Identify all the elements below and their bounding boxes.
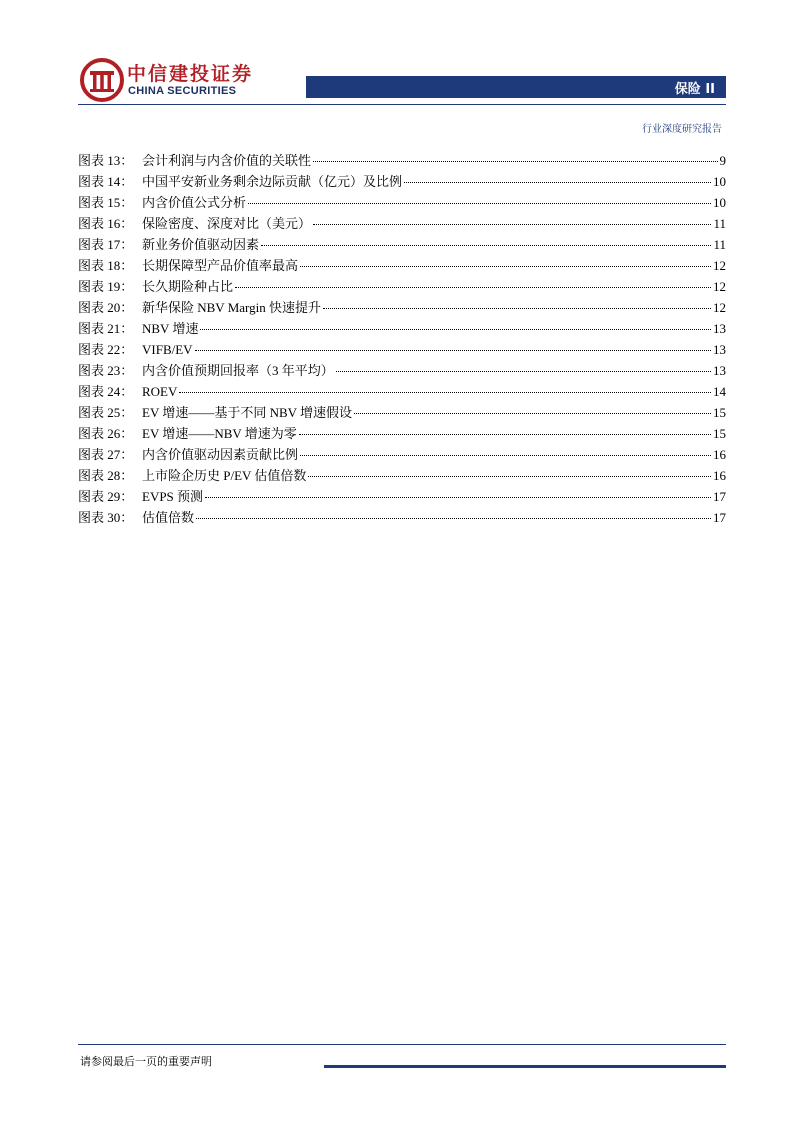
section-banner: [306, 76, 726, 98]
toc-figure-title: EVPS 预测: [142, 489, 204, 504]
toc-page-number: 13: [713, 321, 726, 336]
toc-figure-title: 中国平安新业务剩余边际贡献（亿元）及比例: [142, 174, 403, 189]
toc-figure-label: 图表 15：: [78, 195, 134, 210]
toc-leader-dots: [354, 412, 711, 414]
toc-figure-title: 内含价值预期回报率（3 年平均）: [142, 363, 334, 378]
toc-figure-title: 上市险企历史 P/EV 估值倍数: [142, 468, 307, 483]
toc-figure-label: 图表 30：: [78, 510, 134, 525]
toc-leader-dots: [313, 160, 717, 162]
toc-page-number: 15: [713, 405, 726, 420]
toc-leader-dots: [248, 202, 711, 204]
toc-leader-dots: [235, 286, 711, 288]
toc-page-number: 10: [713, 174, 726, 189]
toc-page-number: 9: [719, 153, 726, 168]
toc-leader-dots: [299, 433, 711, 435]
toc-leader-dots: [336, 370, 711, 372]
toc-page-number: 11: [713, 237, 726, 252]
toc-leader-dots: [196, 517, 711, 519]
toc-page-number: 16: [713, 447, 726, 462]
toc-figure-title: 内含价值驱动因素贡献比例: [142, 447, 299, 462]
logo-english-name: CHINA SECURITIES: [128, 85, 237, 97]
toc-figure-label: 图表 16：: [78, 216, 134, 231]
report-type: 行业深度研究报告: [642, 124, 722, 135]
toc-leader-dots: [300, 454, 711, 456]
toc-figure-label: 图表 25：: [78, 405, 134, 420]
disclaimer-note: 请参阅最后一页的重要声明: [80, 1055, 212, 1068]
toc-figure-title: VIFB/EV: [142, 342, 193, 357]
toc-figure-title: 长久期险种占比: [142, 279, 234, 294]
toc-leader-dots: [200, 328, 711, 330]
toc-figure-label: 图表 19：: [78, 279, 134, 294]
toc-page-number: 13: [713, 363, 726, 378]
toc-page-number: 11: [713, 216, 726, 231]
toc-page-number: 15: [713, 426, 726, 441]
toc-entry[interactable]: [78, 171, 726, 192]
toc-figure-label: 图表 23：: [78, 363, 134, 378]
company-logo: [80, 58, 280, 102]
toc-leader-dots: [308, 475, 711, 477]
toc-entry[interactable]: [78, 192, 726, 213]
toc-figure-title: EV 增速——NBV 增速为零: [142, 426, 297, 441]
toc-entry[interactable]: [78, 234, 726, 255]
toc-entry[interactable]: [78, 465, 726, 486]
toc-figure-title: EV 增速——基于不同 NBV 增速假设: [142, 405, 353, 420]
toc-page-number: 12: [713, 300, 726, 315]
toc-page-number: 10: [713, 195, 726, 210]
toc-figure-title: 会计利润与内含价值的关联性: [142, 153, 312, 168]
footer-accent-bar: [324, 1065, 726, 1068]
toc-figure-label: 图表 28：: [78, 468, 134, 483]
toc-entry[interactable]: [78, 423, 726, 444]
toc-figure-label: 图表 17：: [78, 237, 134, 252]
toc-entry[interactable]: [78, 339, 726, 360]
toc-figure-title: 估值倍数: [142, 510, 195, 525]
toc-leader-dots: [261, 244, 711, 246]
section-label: 保险 II: [674, 82, 715, 97]
toc-leader-dots: [205, 496, 711, 498]
toc-page-number: 14: [713, 384, 726, 399]
footer-divider: [78, 1044, 726, 1045]
toc-entry[interactable]: [78, 486, 726, 507]
toc-figure-title: 新华保险 NBV Margin 快速提升: [142, 300, 321, 315]
header-divider: [78, 104, 726, 105]
toc-figure-label: 图表 14：: [78, 174, 134, 189]
toc-figure-title: NBV 增速: [142, 321, 199, 336]
toc-leader-dots: [404, 181, 711, 183]
toc-leader-dots: [313, 223, 711, 225]
toc-figure-label: 图表 13：: [78, 153, 134, 168]
toc-page-number: 17: [713, 489, 726, 504]
toc-figure-label: 图表 24：: [78, 384, 134, 399]
toc-entry[interactable]: [78, 150, 726, 171]
toc-figure-title: 内含价值公式分析: [142, 195, 247, 210]
toc-page-number: 12: [713, 279, 726, 294]
toc-figure-title: 保险密度、深度对比（美元）: [142, 216, 312, 231]
toc-entry[interactable]: [78, 360, 726, 381]
toc-page-number: 12: [713, 258, 726, 273]
logo-chinese-name: 中信建投证券: [127, 63, 254, 85]
toc-figure-label: 图表 20：: [78, 300, 134, 315]
citic-logo-icon: [80, 58, 124, 102]
toc-page-number: 17: [713, 510, 726, 525]
page-header: [0, 0, 802, 140]
toc-figure-label: 图表 21：: [78, 321, 134, 336]
page-footer: [0, 1040, 802, 1133]
toc-figure-title: 长期保障型产品价值率最高: [142, 258, 299, 273]
toc-figure-title: ROEV: [142, 384, 178, 399]
toc-figure-label: 图表 29：: [78, 489, 134, 504]
toc-entry[interactable]: [78, 255, 726, 276]
toc-leader-dots: [195, 349, 711, 351]
toc-figure-label: 图表 22：: [78, 342, 134, 357]
toc-entry[interactable]: [78, 213, 726, 234]
toc-figure-label: 图表 26：: [78, 426, 134, 441]
toc-entry[interactable]: [78, 318, 726, 339]
toc-entry[interactable]: [78, 381, 726, 402]
toc-page-number: 13: [713, 342, 726, 357]
toc-leader-dots: [323, 307, 711, 309]
toc-entry[interactable]: [78, 507, 726, 528]
toc-entry[interactable]: [78, 297, 726, 318]
toc-figure-label: 图表 18：: [78, 258, 134, 273]
toc-entry[interactable]: [78, 444, 726, 465]
toc-entry[interactable]: [78, 276, 726, 297]
toc-entry[interactable]: [78, 402, 726, 423]
toc-leader-dots: [300, 265, 711, 267]
figure-list: [78, 150, 726, 528]
toc-figure-title: 新业务价值驱动因素: [142, 237, 260, 252]
toc-page-number: 16: [713, 468, 726, 483]
toc-figure-label: 图表 27：: [78, 447, 134, 462]
toc-leader-dots: [179, 391, 711, 393]
